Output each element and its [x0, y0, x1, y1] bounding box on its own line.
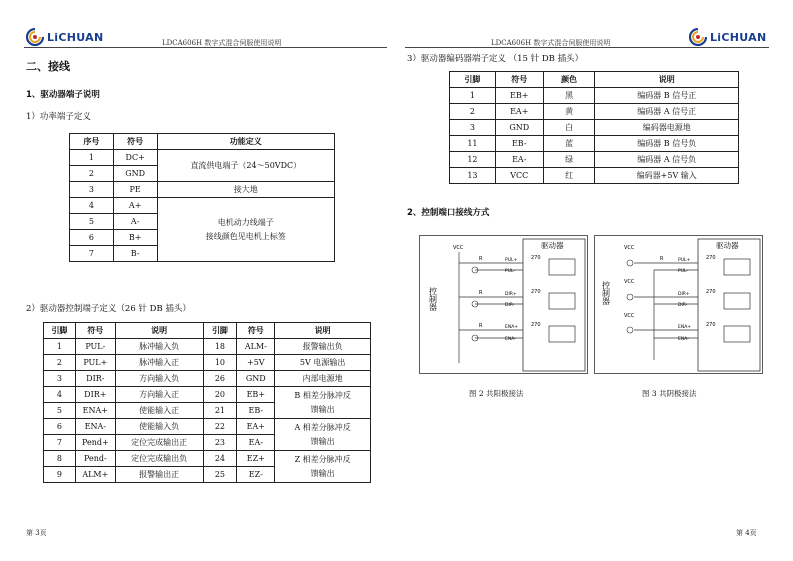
table-cell: 9: [44, 467, 76, 483]
table-cell: Pend-: [75, 451, 115, 467]
table-cell: ENA-: [75, 419, 115, 435]
brand-logo-right: [689, 28, 766, 46]
desc-line: 馈输出: [310, 404, 335, 414]
table-cell-desc: [275, 419, 371, 451]
table-cell: 12: [450, 152, 496, 168]
table-cell: 18: [203, 339, 237, 355]
vcc-label: VCC: [624, 313, 635, 319]
doc-title: LDCA606H 数字式混合伺服使用说明: [162, 39, 282, 47]
table-cell: 方向输入正: [115, 387, 203, 403]
table-header-row: [450, 72, 739, 88]
header-divider: [405, 47, 769, 48]
optocoupler-icon: [724, 293, 750, 309]
table-row: [70, 150, 335, 166]
table-cell: 脉冲输入负: [115, 339, 203, 355]
table-row: [44, 451, 371, 467]
table-cell: PUL-: [75, 339, 115, 355]
table-cell: 24: [203, 451, 237, 467]
table-cell: 定位完成输出负: [115, 451, 203, 467]
table-row: [70, 182, 335, 198]
table-row: [44, 387, 371, 403]
table-cell: 编码器 B 信号负: [595, 136, 739, 152]
table-cell: 26: [203, 371, 237, 387]
subsection-title: 1、驱动器端子说明: [26, 90, 100, 100]
table-cell: ALM-: [237, 339, 275, 355]
optocoupler-icon: [724, 326, 750, 342]
table-cell: 黑: [543, 88, 595, 104]
table-cell: GND: [237, 371, 275, 387]
table-header: 符号: [75, 323, 115, 339]
table-cell: EB-: [237, 403, 275, 419]
table-cell: 4: [70, 198, 114, 214]
table-cell: 11: [450, 136, 496, 152]
section-title: 二、接线: [26, 60, 70, 73]
table-cell: B-: [113, 246, 157, 262]
table-cell: GND: [495, 120, 543, 136]
table-header: 序号: [70, 134, 114, 150]
pin-label: ENA-: [678, 337, 689, 342]
transistor-icon: [627, 327, 633, 333]
table-row: [450, 88, 739, 104]
resistor-label: R: [660, 256, 664, 262]
resistor-label: 270: [531, 255, 541, 261]
table-row: [450, 168, 739, 184]
table-cell: DIR-: [75, 371, 115, 387]
table-cell: 绿: [543, 152, 595, 168]
table-cell: A+: [113, 198, 157, 214]
table-cell-desc: [275, 451, 371, 483]
table-cell: 7: [70, 246, 114, 262]
table-cell: 编码器电源地: [595, 120, 739, 136]
resistor-label: R: [479, 290, 483, 296]
table-cell: 编码器 A 信号负: [595, 152, 739, 168]
encoder-terminal-table: [449, 71, 739, 184]
table-cell: 2: [450, 104, 496, 120]
encoder-terminal-title: 3）驱动器编码器端子定义 （15 针 DB 插头）: [407, 54, 584, 64]
pin-label: ENA+: [505, 325, 519, 330]
table-cell: Pend+: [75, 435, 115, 451]
figure-caption: 图 2 共阳极接法: [469, 389, 524, 398]
table-header-row: [44, 323, 371, 339]
table-cell: DC+: [113, 150, 157, 166]
table-cell: GND: [113, 166, 157, 182]
desc-line: Z 相差分脉冲反: [294, 454, 351, 464]
figure-caption: 图 3 共阴极接法: [642, 389, 697, 398]
table-cell: +5V: [237, 355, 275, 371]
logo-text: LiCHUAN: [47, 30, 104, 44]
table-cell: 3: [450, 120, 496, 136]
optocoupler-icon: [549, 259, 575, 275]
desc-line: A 相差分脉冲反: [294, 422, 351, 432]
table-cell: 6: [44, 419, 76, 435]
table-cell: 5: [44, 403, 76, 419]
resistor-label: 270: [706, 322, 716, 328]
optocoupler-icon: [724, 259, 750, 275]
logo-swirl-icon: [26, 28, 44, 46]
table-cell: 5: [70, 214, 114, 230]
table-cell: 白: [543, 120, 595, 136]
table-header: 功能定义: [157, 134, 334, 150]
table-header: 引脚: [450, 72, 496, 88]
desc-line: 馈输出: [310, 468, 335, 478]
resistor-label: 270: [531, 289, 541, 295]
pin-label: PUL+: [678, 258, 691, 263]
table-cell: 蓝: [543, 136, 595, 152]
table-cell: 红: [543, 168, 595, 184]
table-cell: 20: [203, 387, 237, 403]
table-cell: ENA+: [75, 403, 115, 419]
table-row: [44, 355, 371, 371]
page-number: 第 4页: [736, 529, 757, 537]
pin-label: DIR-: [505, 303, 515, 308]
table-cell: A-: [113, 214, 157, 230]
logo-text: LiCHUAN: [710, 30, 767, 44]
table-header: 颜色: [543, 72, 595, 88]
table-cell: 5V 电源输出: [275, 355, 371, 371]
table-cell: 报警输出负: [275, 339, 371, 355]
table-header: 符号: [237, 323, 275, 339]
driver-label: 驱动器: [716, 241, 739, 250]
driver-label: 驱动器: [541, 241, 564, 250]
table-cell: B+: [113, 230, 157, 246]
header-divider: [24, 47, 387, 48]
table-row: [44, 371, 371, 387]
table-cell-desc: [275, 387, 371, 419]
table-cell: EB-: [495, 136, 543, 152]
table-row: [44, 419, 371, 435]
table-cell: ALM+: [75, 467, 115, 483]
table-cell: PE: [113, 182, 157, 198]
pin-label: ENA+: [678, 325, 692, 330]
table-row: [44, 339, 371, 355]
brand-logo-left: [26, 28, 103, 46]
table-cell: EB+: [237, 387, 275, 403]
subsection-title: 2、控制端口接线方式: [407, 208, 490, 218]
table-cell: 8: [44, 451, 76, 467]
pin-label: PUL-: [505, 269, 516, 274]
table-cell: EA-: [495, 152, 543, 168]
table-row: [450, 136, 739, 152]
table-cell: 3: [70, 182, 114, 198]
vcc-label: VCC: [624, 279, 635, 285]
right-page: [397, 0, 793, 561]
table-cell: 21: [203, 403, 237, 419]
table-cell: 方向输入负: [115, 371, 203, 387]
table-cell: EA+: [237, 419, 275, 435]
table-cell: 报警输出正: [115, 467, 203, 483]
table-cell: 内部电源地: [275, 371, 371, 387]
table-cell: EZ+: [237, 451, 275, 467]
controller-label: 控制器: [428, 287, 438, 311]
optocoupler-icon: [549, 293, 575, 309]
table-row: [70, 198, 335, 214]
table-header: 引脚: [203, 323, 237, 339]
resistor-label: 270: [706, 289, 716, 295]
table-row: [450, 120, 739, 136]
table-cell: 编码器 B 信号正: [595, 88, 739, 104]
table-cell: 2: [70, 166, 114, 182]
table-cell: 黄: [543, 104, 595, 120]
table-header: 说明: [115, 323, 203, 339]
table-cell: 4: [44, 387, 76, 403]
doc-title: LDCA606H 数字式混合伺服使用说明: [491, 39, 611, 47]
table-cell: VCC: [495, 168, 543, 184]
controller-label: 控制器: [601, 281, 611, 305]
table-cell: EA-: [237, 435, 275, 451]
table-cell: 脉冲输入正: [115, 355, 203, 371]
optocoupler-icon: [549, 326, 575, 342]
pin-label: DIR-: [678, 303, 688, 308]
table-cell: 10: [203, 355, 237, 371]
table-cell: 编码器 A 信号正: [595, 104, 739, 120]
desc-line: 馈输出: [310, 436, 335, 446]
resistor-label: 270: [706, 255, 716, 261]
control-terminal-title: 2）驱动器控制端子定义（26 针 DB 插头）: [26, 304, 191, 314]
table-cell-function: 接大地: [157, 182, 334, 198]
function-line: 接线颜色见电机上标签: [205, 231, 286, 241]
logo-swirl-icon: [689, 28, 707, 46]
table-cell: 1: [70, 150, 114, 166]
table-header-row: [70, 134, 335, 150]
resistor-label: R: [479, 323, 483, 329]
pin-label: DIR+: [505, 292, 517, 297]
vcc-label: VCC: [453, 245, 464, 251]
table-cell: 1: [44, 339, 76, 355]
table-row: [450, 104, 739, 120]
transistor-icon: [627, 260, 633, 266]
table-cell: DIR+: [75, 387, 115, 403]
table-header: 说明: [275, 323, 371, 339]
table-header: 符号: [495, 72, 543, 88]
resistor-label: 270: [531, 322, 541, 328]
common-cathode-diagram: [594, 235, 764, 375]
resistor-label: R: [479, 256, 483, 262]
table-cell: 22: [203, 419, 237, 435]
table-header: 符号: [113, 134, 157, 150]
table-cell-function: 直流供电端子（24～50VDC）: [157, 150, 334, 182]
vcc-label: VCC: [624, 245, 635, 251]
pin-label: DIR+: [678, 292, 690, 297]
table-row: [450, 152, 739, 168]
table-cell: PUL+: [75, 355, 115, 371]
table-cell: 2: [44, 355, 76, 371]
table-cell: 23: [203, 435, 237, 451]
table-header: 说明: [595, 72, 739, 88]
table-cell: 25: [203, 467, 237, 483]
table-cell: 13: [450, 168, 496, 184]
table-cell: 6: [70, 230, 114, 246]
table-cell: 1: [450, 88, 496, 104]
table-cell: 7: [44, 435, 76, 451]
table-cell: 3: [44, 371, 76, 387]
table-cell: 定位完成输出正: [115, 435, 203, 451]
table-cell: 使能输入正: [115, 403, 203, 419]
transistor-icon: [627, 294, 633, 300]
power-terminal-table: [69, 133, 335, 262]
power-terminal-title: 1）功率端子定义: [26, 112, 91, 122]
table-header: 引脚: [44, 323, 76, 339]
function-line: 电机动力线端子: [217, 217, 274, 227]
page-number: 第 3页: [26, 529, 47, 537]
common-anode-diagram: [419, 235, 589, 375]
table-cell: 使能输入负: [115, 419, 203, 435]
pin-label: ENA-: [505, 337, 516, 342]
table-cell: EA+: [495, 104, 543, 120]
table-cell: EB+: [495, 88, 543, 104]
pin-label: PUL+: [505, 258, 518, 263]
table-cell-function: [157, 198, 334, 262]
table-cell: 编码器+5V 输入: [595, 168, 739, 184]
table-cell: EZ-: [237, 467, 275, 483]
desc-line: B 相差分脉冲反: [294, 390, 351, 400]
pin-label: PUL-: [678, 269, 689, 274]
control-terminal-table: [43, 322, 371, 483]
